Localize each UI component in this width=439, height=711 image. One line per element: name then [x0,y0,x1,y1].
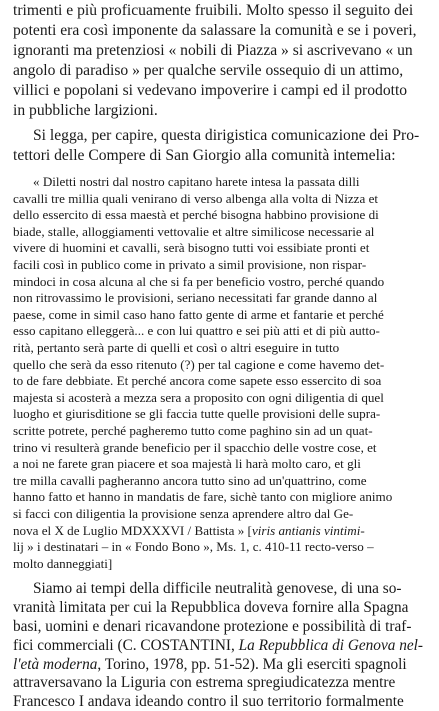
closing-line: Francesco I andava ideando contro il suo territorio formalmente [13,693,404,711]
intro-line: ignoranti ma pretenziosi « nobili di Piazza » si ascrivevano « un [13,42,413,59]
lead-line: Si legga, per capire, questa dirigistica comunicazione dei Pro- [33,127,420,144]
quote-line: to de fare debbiate. Et perché ancora come sapete esso essercito di soa [13,373,382,389]
quote-line: scritte potrete, perché pagheremo tutto come paghino sin ad un quat- [13,423,373,438]
quote-line: rità, pertanto serà parte di quelli et così o altri eseguire in tutto [13,340,340,355]
quote-line: paese, come in simil caso hano fatto gente di arme et fantarie et perché [13,306,384,322]
closing-line: Siamo ai tempi della difficile neutralità genovese, di una so- [33,580,402,598]
quote-line: vivere di huomini et cavalli, serà bisogno tutti voi essibiate pronti et [13,240,370,256]
quote-italic-text: viris antianis vintimi- [251,522,365,538]
quote-line: molto danneggiati] [13,555,113,571]
quote-line: non ritrovassimo le provisioni, seriano necessitati far grande danno al [13,290,378,306]
quote-line: facili così in publico come in privato a simil provisione, non rispar- [13,257,367,272]
quote-line: esso capitano elleggerà... e con lui quattro e sei più atti et di più autto- [13,323,380,339]
closing-line: basi, uomini e denari ricavandone protezione e possibilità di traf- [13,618,412,635]
quote-line: majesta si acosterà a mezza sera a proposito con ogni diligentia di quel [13,389,384,405]
quote-line: trino vi resulterà grande beneficio per il spacchio delle vostre cose, et [13,439,377,455]
quote-line: lij » i destinatari – in « Fondo Bono », Ms. 1, c. 410-11 recto-verso – [13,539,374,555]
closing-text: , Torino, 1978, pp. 51-52). Ma gli eserciti spagnoli [97,655,407,673]
closing-text: fici commerciali (C. COSTANTINI, [13,636,239,654]
quote-line: mindoci in cosa alcuna al che si fa per beneficio vostro, perché quando [13,273,385,289]
quote-text: nova el X de Luglio MDXXXVI / Battista » [ [13,522,252,538]
quote-line: « Diletti nostri dal nostro capitano harete intesa la passata dilli [33,174,360,189]
closing-line: attraversavano la Liguria con estrema spregiudicatezza mentre [13,674,396,692]
quote-line: a noi ne farete gran piacere et soa majestà li harà molto caro, et gli [13,456,361,472]
intro-line: in pubbliche largizioni. [13,102,158,119]
lead-line: tettori delle Compere di San Giorgio alla comunità intemelia: [13,147,396,164]
closing-line [13,656,407,674]
quote-line: luogho et giurisditione se gli faccia tutte quelle provisioni delle supra- [13,406,381,422]
quote-line: si facci con diligentia la provisione senza aprendere altro dal Ge- [13,506,354,521]
closing-italic-text: l'età moderna [13,655,98,673]
intro-line: trimenti e più proficuamente fruibili. Molto spesso il seguito dei [13,2,414,19]
closing-line: vranità limitata per cui la Repubblica doveva fornire alla Spagna [13,599,409,617]
quote-line: cavalli tre millia quali venirano di verso albenga alla volta di Nizza et [13,190,379,206]
quote-line: hanno fatto et hanno in mandatis de fare, sichè tanto con migliore animo [13,489,393,505]
intro-line: angolo di paradiso » per qualche servile ossequio di un attimo, [13,62,404,79]
quote-line [13,523,365,539]
intro-line: villici e popolani si vedevano impoverire i campi ed il prodotto [13,82,408,99]
quote-line: quello che serà da esso ritenuto (?) per tal cagione e come havemo det- [13,356,385,372]
quote-line: tre milla cavalli pagheranno ancora tutto sino ad un'quattrino, come [13,472,367,488]
closing-line [13,637,423,655]
intro-line: potenti era così imponente da salassare la comunità e se i poveri, [13,22,417,39]
quote-line: dello essercito di essa maestà et perché bisogna habbino provisione di [13,207,379,223]
closing-italic-text: La Repubblica di Genova nel- [238,636,423,654]
quote-line: biade, stalle, alloggiamenti vettovalie et altre similicose necessarie al [13,223,375,239]
